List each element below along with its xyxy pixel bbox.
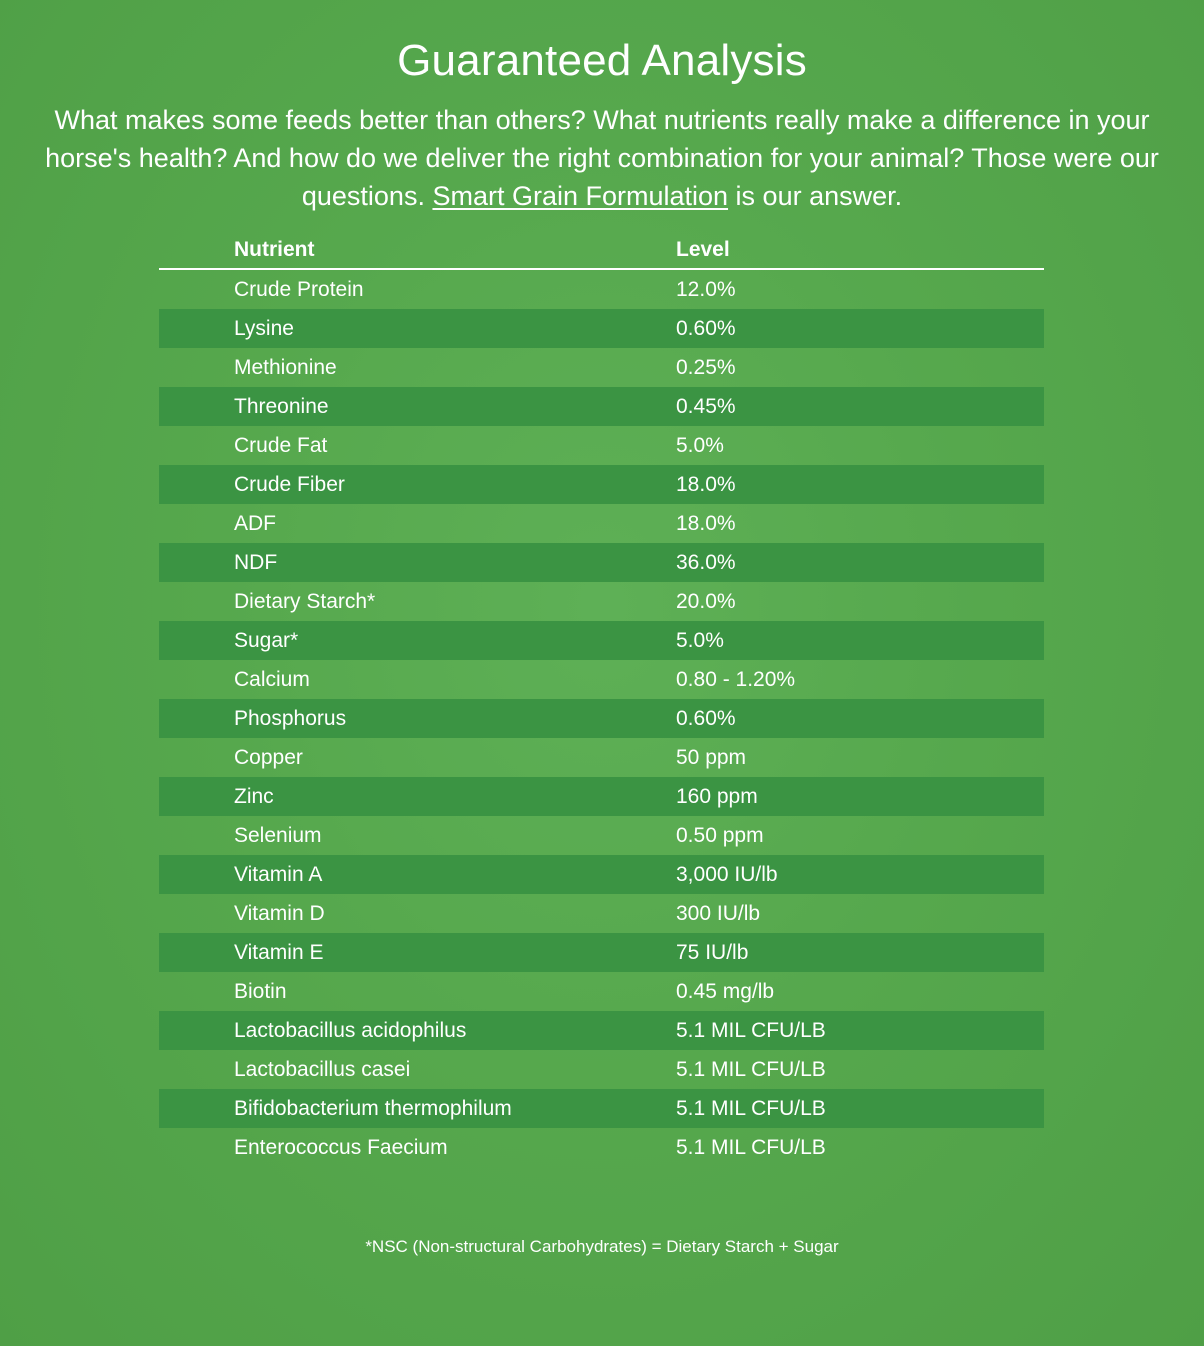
smart-grain-formulation-link[interactable]: Smart Grain Formulation bbox=[432, 181, 729, 211]
nutrient-name-cell: Vitamin E bbox=[234, 941, 324, 964]
table-row bbox=[159, 699, 1044, 738]
table-row bbox=[159, 270, 1044, 309]
nutrient-name-cell: Zinc bbox=[234, 785, 274, 808]
table-row bbox=[159, 1128, 1044, 1167]
nutrient-name-cell: Selenium bbox=[234, 824, 322, 847]
table-row bbox=[159, 621, 1044, 660]
nutrient-name-cell: ADF bbox=[234, 512, 276, 535]
nutrient-name-cell: Phosphorus bbox=[234, 707, 347, 730]
nutrient-name-cell: Biotin bbox=[234, 980, 287, 1003]
table-row bbox=[159, 660, 1044, 699]
column-header-nutrient: Nutrient bbox=[234, 238, 315, 261]
table-row bbox=[159, 348, 1044, 387]
nutrient-name-cell: Lysine bbox=[234, 317, 294, 340]
nutrient-name-cell: Crude Protein bbox=[234, 278, 364, 301]
table-row bbox=[159, 933, 1044, 972]
nutrient-level-cell: 18.0% bbox=[676, 512, 736, 535]
nutrient-name-cell: Bifidobacterium thermophilum bbox=[234, 1097, 512, 1120]
nutrient-level-cell: 5.1 MIL CFU/LB bbox=[676, 1097, 826, 1120]
nutrient-level-cell: 0.45 mg/lb bbox=[676, 980, 775, 1003]
nutrient-level-cell: 300 IU/lb bbox=[676, 902, 761, 925]
table-row bbox=[159, 816, 1044, 855]
table-row bbox=[159, 543, 1044, 582]
table-header-row bbox=[159, 232, 1044, 270]
page-title: Guaranteed Analysis bbox=[397, 36, 807, 85]
nutrient-level-cell: 160 ppm bbox=[676, 785, 758, 808]
table-row bbox=[159, 1089, 1044, 1128]
table-row bbox=[159, 738, 1044, 777]
nutrient-level-cell: 0.60% bbox=[676, 707, 736, 730]
table-row bbox=[159, 465, 1044, 504]
nutrient-table bbox=[159, 232, 1044, 1167]
nutrient-name-cell: Dietary Starch* bbox=[234, 590, 376, 613]
nutrient-level-cell: 75 IU/lb bbox=[676, 941, 749, 964]
nutrient-level-cell: 5.1 MIL CFU/LB bbox=[676, 1136, 826, 1159]
table-row bbox=[159, 972, 1044, 1011]
intro-text-after: is our answer. bbox=[728, 181, 903, 211]
nsc-footnote: *NSC (Non-structural Carbohydrates) = Dietary Starch + Sugar bbox=[365, 1237, 839, 1256]
nutrient-level-cell: 0.50 ppm bbox=[676, 824, 764, 847]
nutrient-name-cell: Lactobacillus acidophilus bbox=[234, 1019, 467, 1042]
nutrient-name-cell: Vitamin A bbox=[234, 863, 323, 886]
table-body bbox=[159, 270, 1044, 1167]
table-row bbox=[159, 504, 1044, 543]
nutrient-level-cell: 0.25% bbox=[676, 356, 736, 379]
nutrient-name-cell: Enterococcus Faecium bbox=[234, 1136, 448, 1159]
nutrient-name-cell: Crude Fiber bbox=[234, 473, 345, 496]
table-row bbox=[159, 387, 1044, 426]
table-row bbox=[159, 1011, 1044, 1050]
nutrient-level-cell: 3,000 IU/lb bbox=[676, 863, 778, 886]
nutrient-level-cell: 5.1 MIL CFU/LB bbox=[676, 1058, 826, 1081]
intro-paragraph bbox=[30, 101, 1174, 215]
nutrient-level-cell: 5.0% bbox=[676, 434, 724, 457]
nutrient-name-cell: Copper bbox=[234, 746, 303, 769]
nutrient-name-cell: Lactobacillus casei bbox=[234, 1058, 411, 1081]
nutrient-level-cell: 12.0% bbox=[676, 278, 736, 301]
table-row bbox=[159, 777, 1044, 816]
table-row bbox=[159, 426, 1044, 465]
nutrient-level-cell: 0.60% bbox=[676, 317, 736, 340]
nutrient-level-cell: 0.45% bbox=[676, 395, 736, 418]
nutrient-level-cell: 18.0% bbox=[676, 473, 736, 496]
nutrient-level-cell: 5.0% bbox=[676, 629, 724, 652]
nutrient-level-cell: 50 ppm bbox=[676, 746, 747, 769]
nutrient-name-cell: NDF bbox=[234, 551, 278, 574]
nutrient-name-cell: Crude Fat bbox=[234, 434, 328, 457]
nutrient-name-cell: Sugar* bbox=[234, 629, 299, 652]
column-header-level: Level bbox=[676, 238, 730, 261]
nutrient-name-cell: Calcium bbox=[234, 668, 310, 691]
nutrient-level-cell: 20.0% bbox=[676, 590, 736, 613]
table-row bbox=[159, 1050, 1044, 1089]
nutrient-name-cell: Threonine bbox=[234, 395, 329, 418]
table-row bbox=[159, 894, 1044, 933]
nutrient-name-cell: Vitamin D bbox=[234, 902, 325, 925]
intro-text-before: What makes some feeds better than others? What nutrients really make a difference in your horse's health? And how do we deliver the right combination for your animal? Those were our questions. bbox=[45, 105, 1159, 211]
nutrient-level-cell: 5.1 MIL CFU/LB bbox=[676, 1019, 826, 1042]
nutrient-name-cell: Methionine bbox=[234, 356, 337, 379]
table-row bbox=[159, 309, 1044, 348]
nutrient-level-cell: 36.0% bbox=[676, 551, 736, 574]
table-row bbox=[159, 582, 1044, 621]
nutrient-level-cell: 0.80 - 1.20% bbox=[676, 668, 796, 691]
table-row bbox=[159, 855, 1044, 894]
